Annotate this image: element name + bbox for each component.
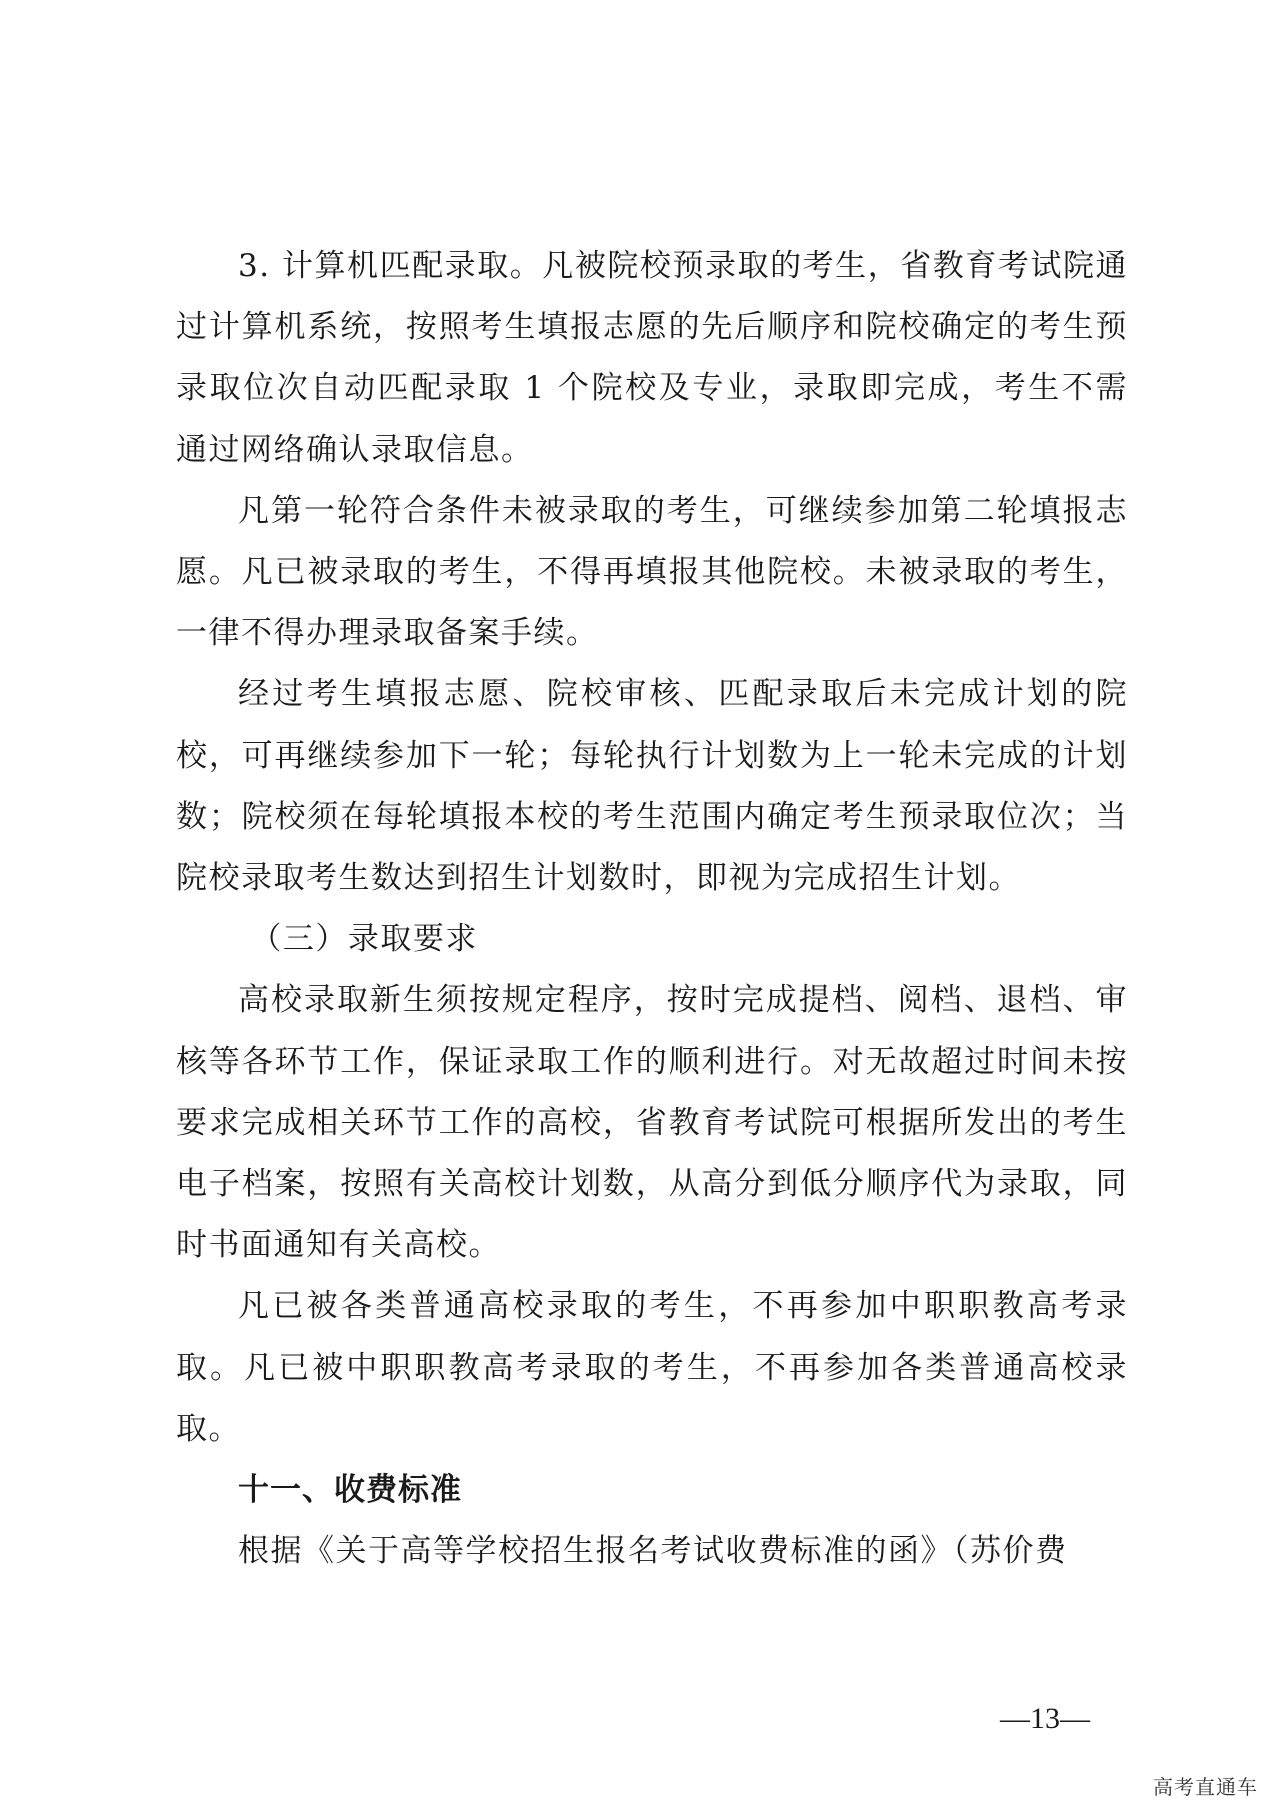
paragraph-fee-basis: 根据《关于高等学校招生报名考试收费标准的函》（苏价费 — [238, 1533, 1068, 1570]
document-body — [176, 236, 1128, 1582]
subheading-admission-requirements: （三）录取要求 — [250, 921, 478, 958]
watermark-text: 高考直通车 — [1153, 1775, 1258, 1799]
paragraph-no-double-admission: 凡已被各类普通高校录取的考生，不再参加中职职教高考录取。凡已被中职职教高考录取的考生，不再参加各类普通高校录取。 — [176, 1288, 1128, 1447]
paragraph-next-round: 经过考生填报志愿、院校审核、匹配录取后未完成计划的院校，可再继续参加下一轮；每轮执行计划数为上一轮未完成的计划数；院校须在每轮填报本校的考生范围内确定考生预录取位次；当院校录取考生数达到招生计划数时，即视为完成招生计划。 — [176, 676, 1128, 897]
heading-fee-standards: 十一、收费标准 — [238, 1472, 462, 1509]
paragraph-admission-procedure: 高校录取新生须按规定程序，按时完成提档、阅档、退档、审核等各环节工作，保证录取工作的顺利进行。对无故超过时间未按要求完成相关环节工作的高校，省教育考试院可根据所发出的考生电子档案，按照有关高校计划数，从高分到低分顺序代为录取，同时书面通知有关高校。 — [176, 982, 1128, 1264]
paragraph-first-round: 凡第一轮符合条件未被录取的考生，可继续参加第二轮填报志愿。凡已被录取的考生，不得再填报其他院校。未被录取的考生，一律不得办理录取备案手续。 — [176, 492, 1128, 652]
page-number: —13— — [1000, 1702, 1090, 1735]
paragraph-computer-matching: 3. 计算机匹配录取。凡被院校预录取的考生，省教育考试院通过计算机系统，按照考生填报志愿的先后顺序和院校确定的考生预录取位次自动匹配录取 1 个院校及专业，录取即完成，考生不需通过网络确认录取信息。 — [176, 248, 1128, 468]
